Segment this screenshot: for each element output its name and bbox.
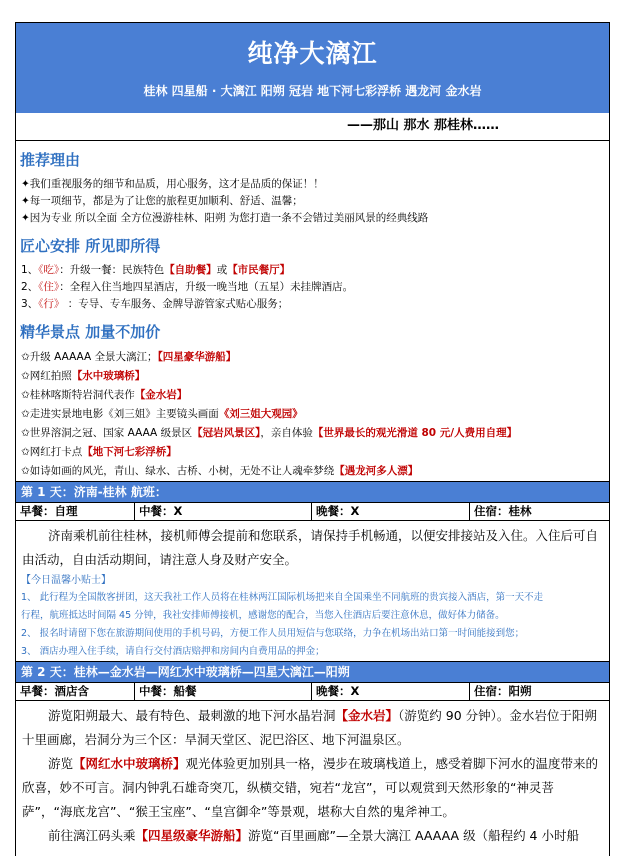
tips-list bbox=[16, 589, 609, 661]
day2-header: 第 2 天：桂林—金水岩—网红水中玻璃桥—四星大漓江—阳朔 bbox=[16, 661, 609, 683]
day2-paragraph: 游览【网红水中玻璃桥】观光体验更加别具一格，漫步在玻璃栈道上，感受着脚下河水的温度带来的欣喜，妙不可言。洞内钟乳石雄奇突兀，纵横交错，宛若“龙宫”，可以观赏到天然形象的“神灵菩萨”，“海底龙宫”、“猴王宝座”、“皇宫御伞”等景观，堪称大自然的鬼斧神工。 bbox=[22, 756, 599, 819]
list-item: ✩网红打卡点【地下河七彩浮桥】 bbox=[21, 446, 177, 458]
list-item: ✩走进实景地电影《刘三姐》主要镜头画面《刘三姐大观园》 bbox=[21, 408, 303, 420]
list-item: ✩桂林喀斯特岩洞代表作【金水岩】 bbox=[21, 389, 188, 401]
list-item: ✦因为专业 所以全面 全方位漫游桂林、阳朔 为您打造一条不会错过美丽风景的经典线路 bbox=[21, 212, 429, 224]
reasons-heading: 推荐理由 bbox=[20, 151, 81, 169]
list-item: 3、《行》 ：专导、专车服务、金牌导游管家式贴心服务； bbox=[21, 298, 289, 310]
day1-meals-row bbox=[16, 503, 609, 521]
dinner-cell: 晚餐：X bbox=[312, 503, 470, 520]
list-item: ✩网红拍照【水中玻璃桥】 bbox=[21, 370, 146, 382]
reasons-list bbox=[16, 176, 609, 227]
day2-paragraph: 游览阳朔最大、最有特色、最刺激的地下河水晶岩洞【金水岩】（游览约 90 分钟）。金水岩位于阳朔十里画廊，岩洞分为三个区：旱洞天堂区、泥巴浴区、地下河温泉区。 bbox=[22, 708, 597, 747]
route-subtitle: 桂林 四星船 · 大漓江 阳朔 冠岩 地下河七彩浮桥 遇龙河 金水岩 bbox=[143, 84, 482, 98]
tip-item: 行程，航班抵达时间隔 45 分钟，我社安排师傅接机，感谢您的配合，当您入住酒店后要注意休息，做好体力储备。 bbox=[21, 610, 505, 621]
dinner-cell: 晚餐：X bbox=[312, 683, 470, 700]
spots-heading: 精华景点 加量不加价 bbox=[20, 323, 161, 341]
lodging-cell: 住宿：阳朔 bbox=[474, 684, 532, 698]
arrange-list bbox=[16, 262, 609, 313]
list-item: ✩世界溶洞之冠、国家 AAAA 级景区【冠岩风景区】，亲自体验【世界最长的观光滑道 80 元/人费用自理】 bbox=[21, 427, 518, 439]
slogan: ——那山 那水 那桂林…… bbox=[346, 118, 499, 133]
arrange-heading: 匠心安排 所见即所得 bbox=[20, 237, 161, 255]
list-item: 2、《住》：全程入住当地四星酒店，升级一晚当地（五星）未挂牌酒店。 bbox=[21, 281, 354, 293]
tips-heading: 【今日温馨小贴士】 bbox=[21, 575, 111, 586]
list-item: ✦我们重视服务的细节和品质，用心服务，这才是品质的保证！！ bbox=[21, 178, 324, 190]
breakfast-cell: 早餐：自理 bbox=[16, 503, 135, 520]
list-item: ✩升级 AAAAA 全景大漓江；【四星豪华游船】 bbox=[21, 351, 237, 363]
list-item: 1、《吃》：升级一餐：民族特色【自助餐】或【市民餐厅】 bbox=[21, 264, 291, 276]
tip-item: 1、 此行程为全国散客拼团，这天我社工作人员将在桂林两江国际机场把来自全国乘坐不同航班的贵宾接入酒店，第一天不走 bbox=[21, 592, 544, 603]
tip-item: 3、 酒店办理入住手续，请自行交付酒店赔押和房间内自费用品的押金； bbox=[21, 646, 325, 657]
tip-item: 2、 报名时请留下您在旅游期间使用的手机号码，方便工作人员用短信与您联络，力争在机场出站口第一时间能接到您； bbox=[21, 628, 525, 639]
list-item: ✦每一项细节，都是为了让您的旅程更加顺利、舒适、温馨； bbox=[21, 195, 303, 207]
day2-meals-row bbox=[16, 683, 609, 701]
title-banner bbox=[16, 23, 609, 113]
breakfast-cell: 早餐：酒店含 bbox=[16, 683, 135, 700]
day1-header: 第 1 天：济南-桂林 航班： bbox=[16, 481, 609, 503]
lunch-cell: 中餐：X bbox=[135, 503, 312, 520]
itinerary-page bbox=[15, 22, 610, 856]
lodging-cell: 住宿：桂林 bbox=[474, 504, 532, 518]
list-item: ✩如诗如画的风光，青山、绿水、古桥、小树，无处不让人魂牵梦绕【遇龙河多人漂】 bbox=[21, 465, 419, 477]
lunch-cell: 中餐：船餐 bbox=[135, 683, 312, 700]
day1-description: 济南乘机前往桂林，接机师傅会提前和您联系，请保持手机畅通，以便安排接站及入住。入住后可自由活动，自由活动期间，请注意人身及财产安全。 bbox=[22, 528, 599, 567]
divider bbox=[16, 140, 609, 141]
spots-list bbox=[16, 348, 609, 481]
page-title: 纯净大漓江 bbox=[247, 39, 378, 68]
day2-paragraph: 前往漓江码头乘【四星级豪华游船】游览“百里画廊”—全景大漓江 AAAAA 级（船程约 4 小时船 bbox=[48, 828, 579, 843]
